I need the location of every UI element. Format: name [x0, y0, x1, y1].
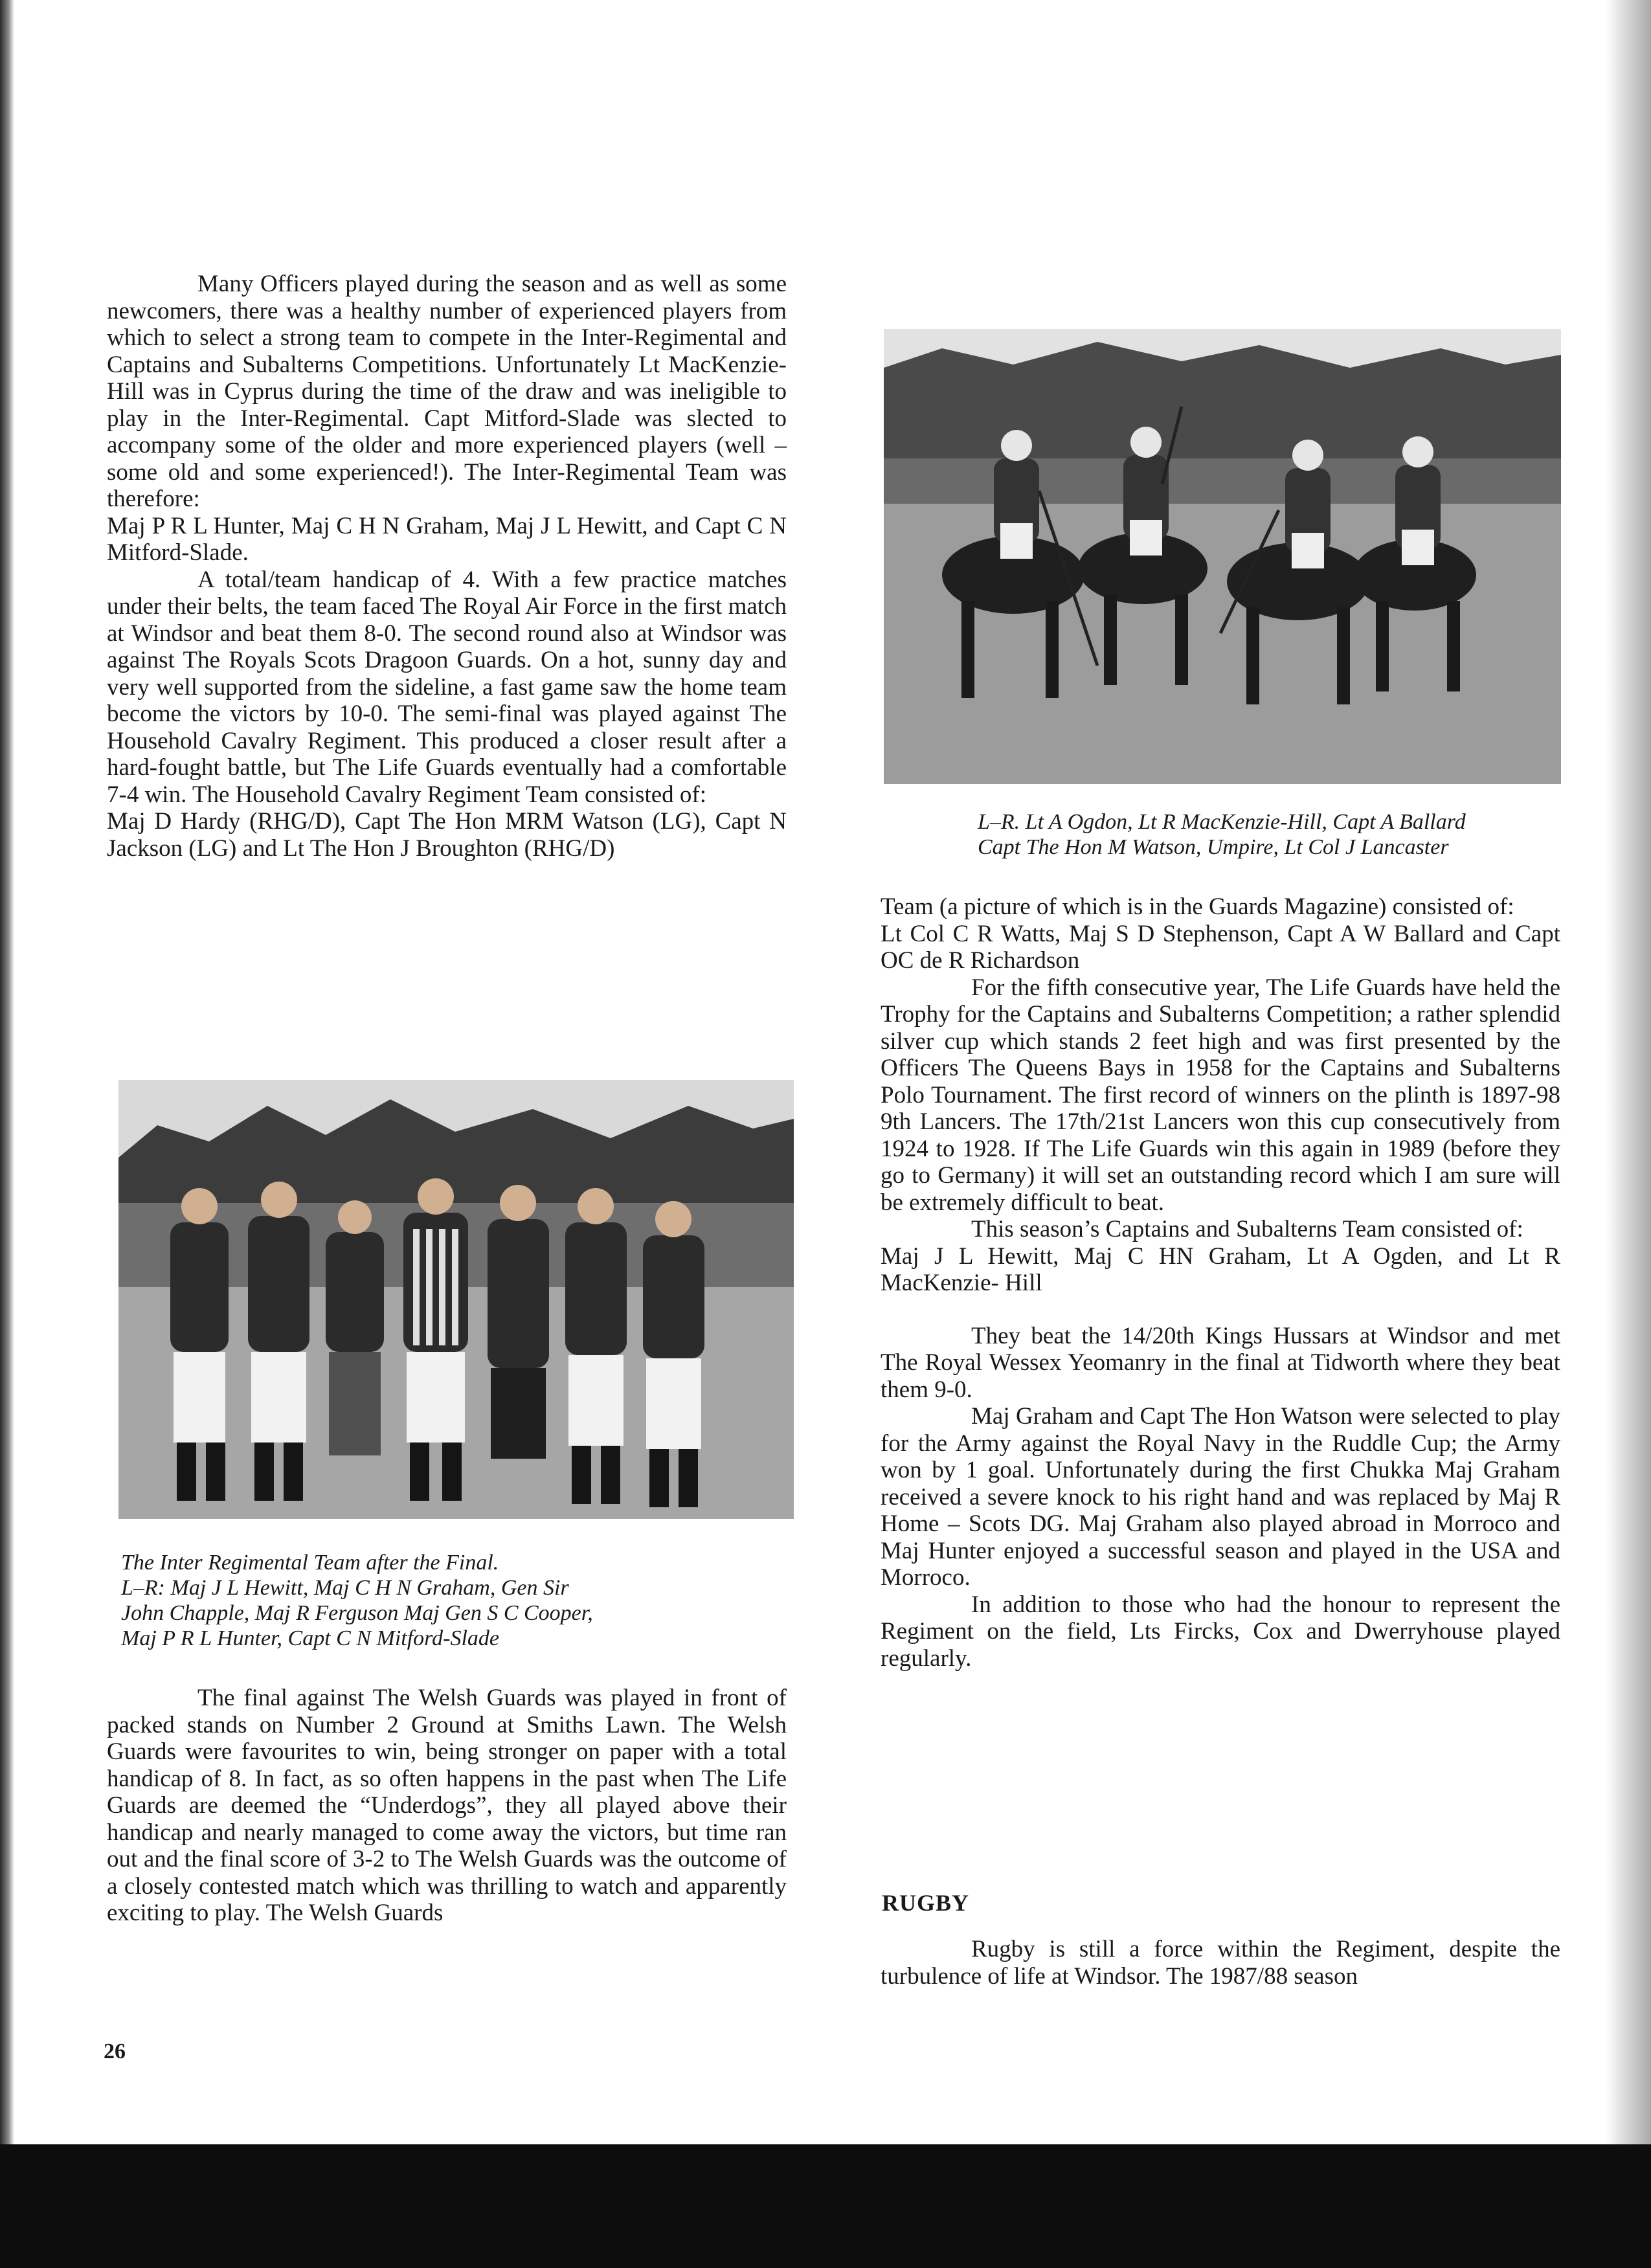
caption-line: L–R. Lt A Ogdon, Lt R MacKenzie-Hill, Capt A Ballard	[978, 810, 1466, 834]
caption-line: Maj P R L Hunter, Capt C N Mitford-Slade	[121, 1626, 500, 1650]
paragraph: This season’s Captains and Subalterns Team consisted of:	[971, 1216, 1523, 1242]
page-edge-shadow-left	[0, 0, 14, 2268]
page-number: 26	[104, 2039, 126, 2063]
paragraph: Team (a picture of which is in the Guards Magazine) consisted of:	[881, 893, 1514, 920]
caption-line: John Chapple, Maj R Ferguson Maj Gen S C Cooper,	[121, 1601, 593, 1625]
team-photo-caption	[121, 1550, 769, 1651]
paragraph: A total/team handicap of 4. With a few practice matches under their belts, the team faced The Royal Air Force in the first match at Windsor and beat them 8-0. The second round also at Windsor was against The Royals Scots Dragoon Guards. On a hot, sunny day and very well supported from the sideline, a fast game saw the home team become the victors by 10-0. The semi-final was played against The Household Cavalry Regiment. This produced a closer result after a hard-fought battle, but The Life Guards eventually had a comfortable 7-4 win. The Household Cavalry Regiment Team consisted of:	[107, 566, 787, 808]
rugby-text	[881, 1936, 1560, 1990]
polo-match-photo	[884, 329, 1561, 784]
scan-bottom-band	[0, 2144, 1651, 2268]
left-column-top-text	[107, 271, 787, 862]
paragraph: The final against The Welsh Guards was played in front of packed stands on Number 2 Ground at Smiths Lawn. The Welsh Guards were favourites to win, being stronger on paper with a total handicap of 8. In fact, as so often happens in the past when The Life Guards are deemed the “Underdogs”, they all played above their handicap and nearly managed to come away the victors, but time ran out and the final score of 3-2 to The Welsh Guards was the outcome of a closely contested match which was thrilling to watch and apparently exciting to play. The Welsh Guards	[107, 1685, 787, 1926]
team-photo	[118, 1080, 794, 1519]
paragraph: Maj D Hardy (RHG/D), Capt The Hon MRM Watson (LG), Capt N Jackson (LG) and Lt The Hon J Broughton (RHG/D)	[107, 808, 787, 862]
caption-line: L–R: Maj J L Hewitt, Maj C H N Graham, Gen Sir	[121, 1576, 569, 1600]
caption-line: The Inter Regimental Team after the Final.	[121, 1551, 499, 1575]
paragraph: In addition to those who had the honour to represent the Regiment on the field, Lts Fircks, Cox and Dwerryhouse played regularly.	[881, 1591, 1560, 1672]
paragraph: Lt Col C R Watts, Maj S D Stephenson, Capt A W Ballard and Capt OC de R Richardson	[881, 920, 1560, 974]
right-column-text	[881, 893, 1560, 1672]
left-column-bottom-text	[107, 1685, 787, 1927]
paragraph: Maj Graham and Capt The Hon Watson were selected to play for the Army against the Royal Navy in the Ruddle Cup; the Army won by 1 goal. Unfortunately during the first Chukka Maj Graham received a severe knock to his right hand and was replaced by Maj R Home – Scots DG. Maj Graham also played abroad in Morroco and Maj Hunter enjoyed a successful season and played in the USA and Morroco.	[881, 1403, 1560, 1591]
paragraph: Maj J L Hewitt, Maj C HN Graham, Lt A Ogden, and Lt R MacKenzie- Hill	[881, 1242, 1560, 1296]
section-heading-rugby: RUGBY	[882, 1890, 970, 1916]
polo-photo-caption	[978, 809, 1599, 860]
paragraph: Many Officers played during the season and as well as some newcomers, there was a healthy number of experienced players from which to select a strong team to compete in the Inter-Regimental and Captains and Subalterns Competitions. Unfortunately Lt MacKenzie-Hill was in Cyprus during the time of the draw and was ineligible to play in the Inter-Regimental. Capt Mitford-Slade was slected to accompany some of the older and more experienced players (well – some old and some experienced!). The Inter-Regimental Team was therefore:	[107, 271, 787, 512]
paragraph: Maj P R L Hunter, Maj C H N Graham, Maj J L Hewitt, and Capt C N Mitford-Slade.	[107, 512, 787, 566]
page-edge-shadow-right	[1606, 0, 1651, 2268]
paragraph: For the fifth consecutive year, The Life Guards have held the Trophy for the Captains and Subalterns Competition; a rather splendid silver cup which stands 2 feet high and was first presented by the Officers The Queens Bays in 1958 for the Captains and Subalterns Polo Tournament. The first record of winners on the plinth is 1897-98 9th Lancers. The 17th/21st Lancers won this cup consecutively from 1924 to 1928. If The Life Guards win this again in 1989 (before they go to Germany) it will set an outstanding record which I am sure will be extremely difficult to beat.	[881, 974, 1560, 1216]
caption-line: Capt The Hon M Watson, Umpire, Lt Col J Lancaster	[978, 835, 1449, 859]
paragraph: Rugby is still a force within the Regiment, despite the turbulence of life at Windsor. The 1987/88 season	[881, 1936, 1560, 1990]
paragraph: They beat the 14/20th Kings Hussars at Windsor and met The Royal Wessex Yeomanry in the final at Tidworth where they beat them 9-0.	[881, 1322, 1560, 1403]
